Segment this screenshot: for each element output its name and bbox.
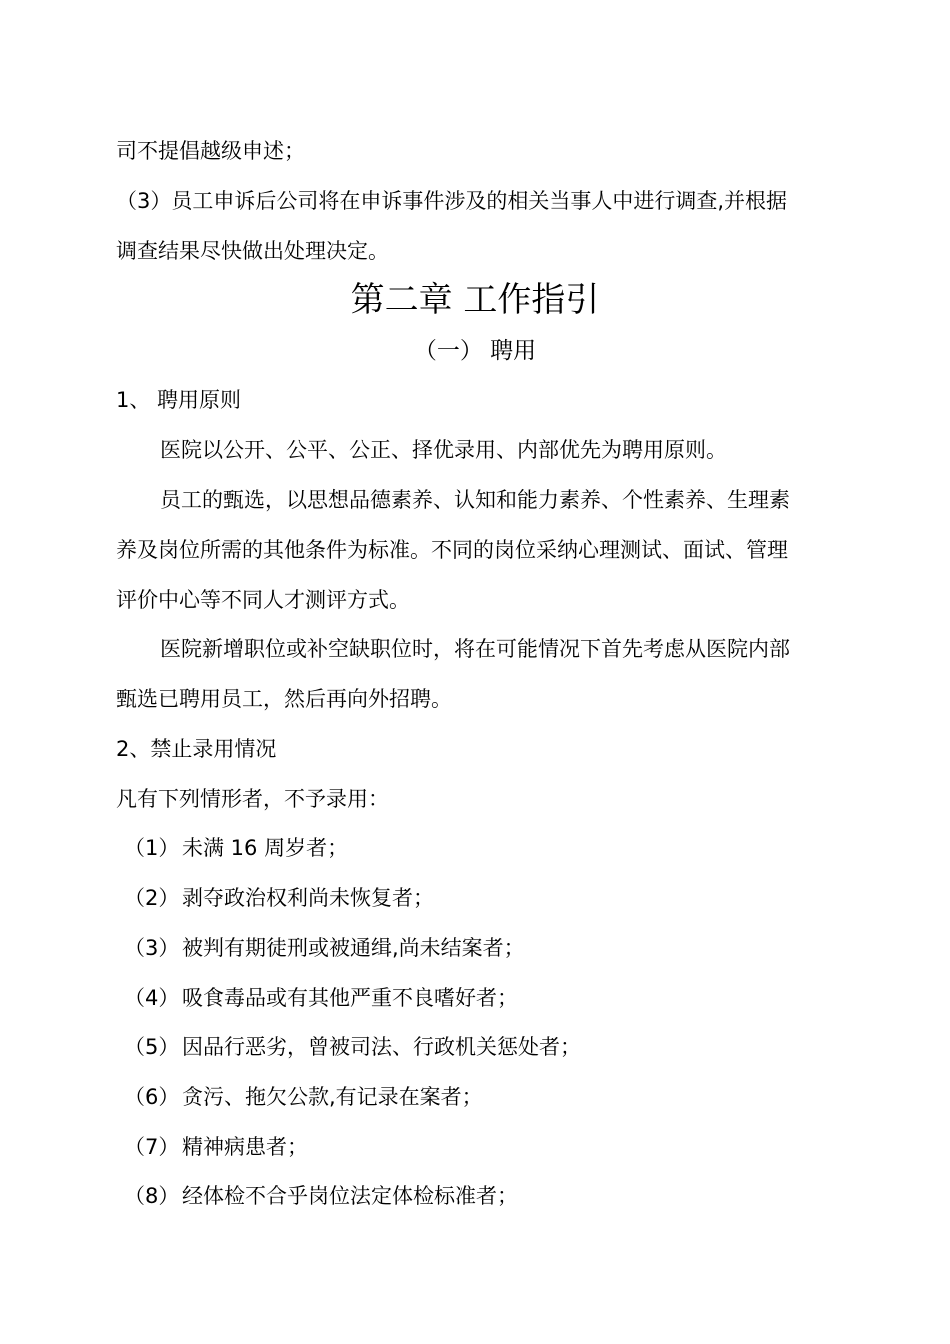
list-item-text: 贪污、拖欠公款,有记录在案者； [182,1085,483,1109]
list-item-number: （8） [124,1184,180,1208]
list-item [124,1132,308,1162]
list-item-number: （7） [124,1135,180,1159]
list-item [124,1082,483,1112]
intro-line-2: （3）员工申诉后公司将在申诉事件涉及的相关当事人中进行调查,并根据 [116,189,788,213]
list-item [124,1181,518,1211]
section-title: （一） 聘用 [413,338,537,364]
prohibited-heading: 2、禁止录用情况 [116,737,277,761]
list-item [124,933,525,963]
list-item-text: 未满 16 周岁者； [182,836,349,860]
list-item-text: 被判有期徒刑或被通缉,尚未结案者； [182,936,525,960]
list-item-number: （4） [124,986,180,1010]
intro-line-1: 司不提倡越级申述； [116,139,305,163]
list-item [124,833,348,863]
list-item-number: （6） [124,1085,180,1109]
list-item-number: （2） [124,886,180,910]
principles-para-2-line-3: 评价中心等不同人才测评方式。 [116,588,410,612]
principles-para-3-line-2: 甄选已聘用员工，然后再向外招聘。 [116,687,452,711]
list-item-text: 剥夺政治权利尚未恢复者； [182,886,434,910]
list-item [124,983,518,1013]
list-item-number: （1） [124,836,180,860]
prohibited-lead: 凡有下列情形者，不予录用： [116,787,389,811]
principles-para-1: 医院以公开、公平、公正、择优录用、内部优先为聘用原则。 [160,438,727,462]
principles-heading: 1、 聘用原则 [116,388,242,412]
list-item [124,883,434,913]
list-item-number: （3） [124,936,180,960]
principles-para-2-line-2: 养及岗位所需的其他条件为标准。不同的岗位采纳心理测试、面试、管理 [116,538,788,562]
intro-line-3: 调查结果尽快做出处理决定。 [116,239,389,263]
list-item [124,1032,581,1062]
list-item-text: 精神病患者； [182,1135,308,1159]
list-item-text: 经体检不合乎岗位法定体检标准者； [182,1184,518,1208]
principles-para-3-line-1: 医院新增职位或补空缺职位时，将在可能情况下首先考虑从医院内部 [160,637,790,661]
list-item-number: （5） [124,1035,180,1059]
principles-para-2-line-1: 员工的甄选，以思想品德素养、认知和能力素养、个性素养、生理素 [160,488,790,512]
list-item-text: 因品行恶劣，曾被司法、行政机关惩处者； [182,1035,581,1059]
chapter-title: 第二章 工作指引 [350,280,600,320]
list-item-text: 吸食毒品或有其他严重不良嗜好者； [182,986,518,1010]
